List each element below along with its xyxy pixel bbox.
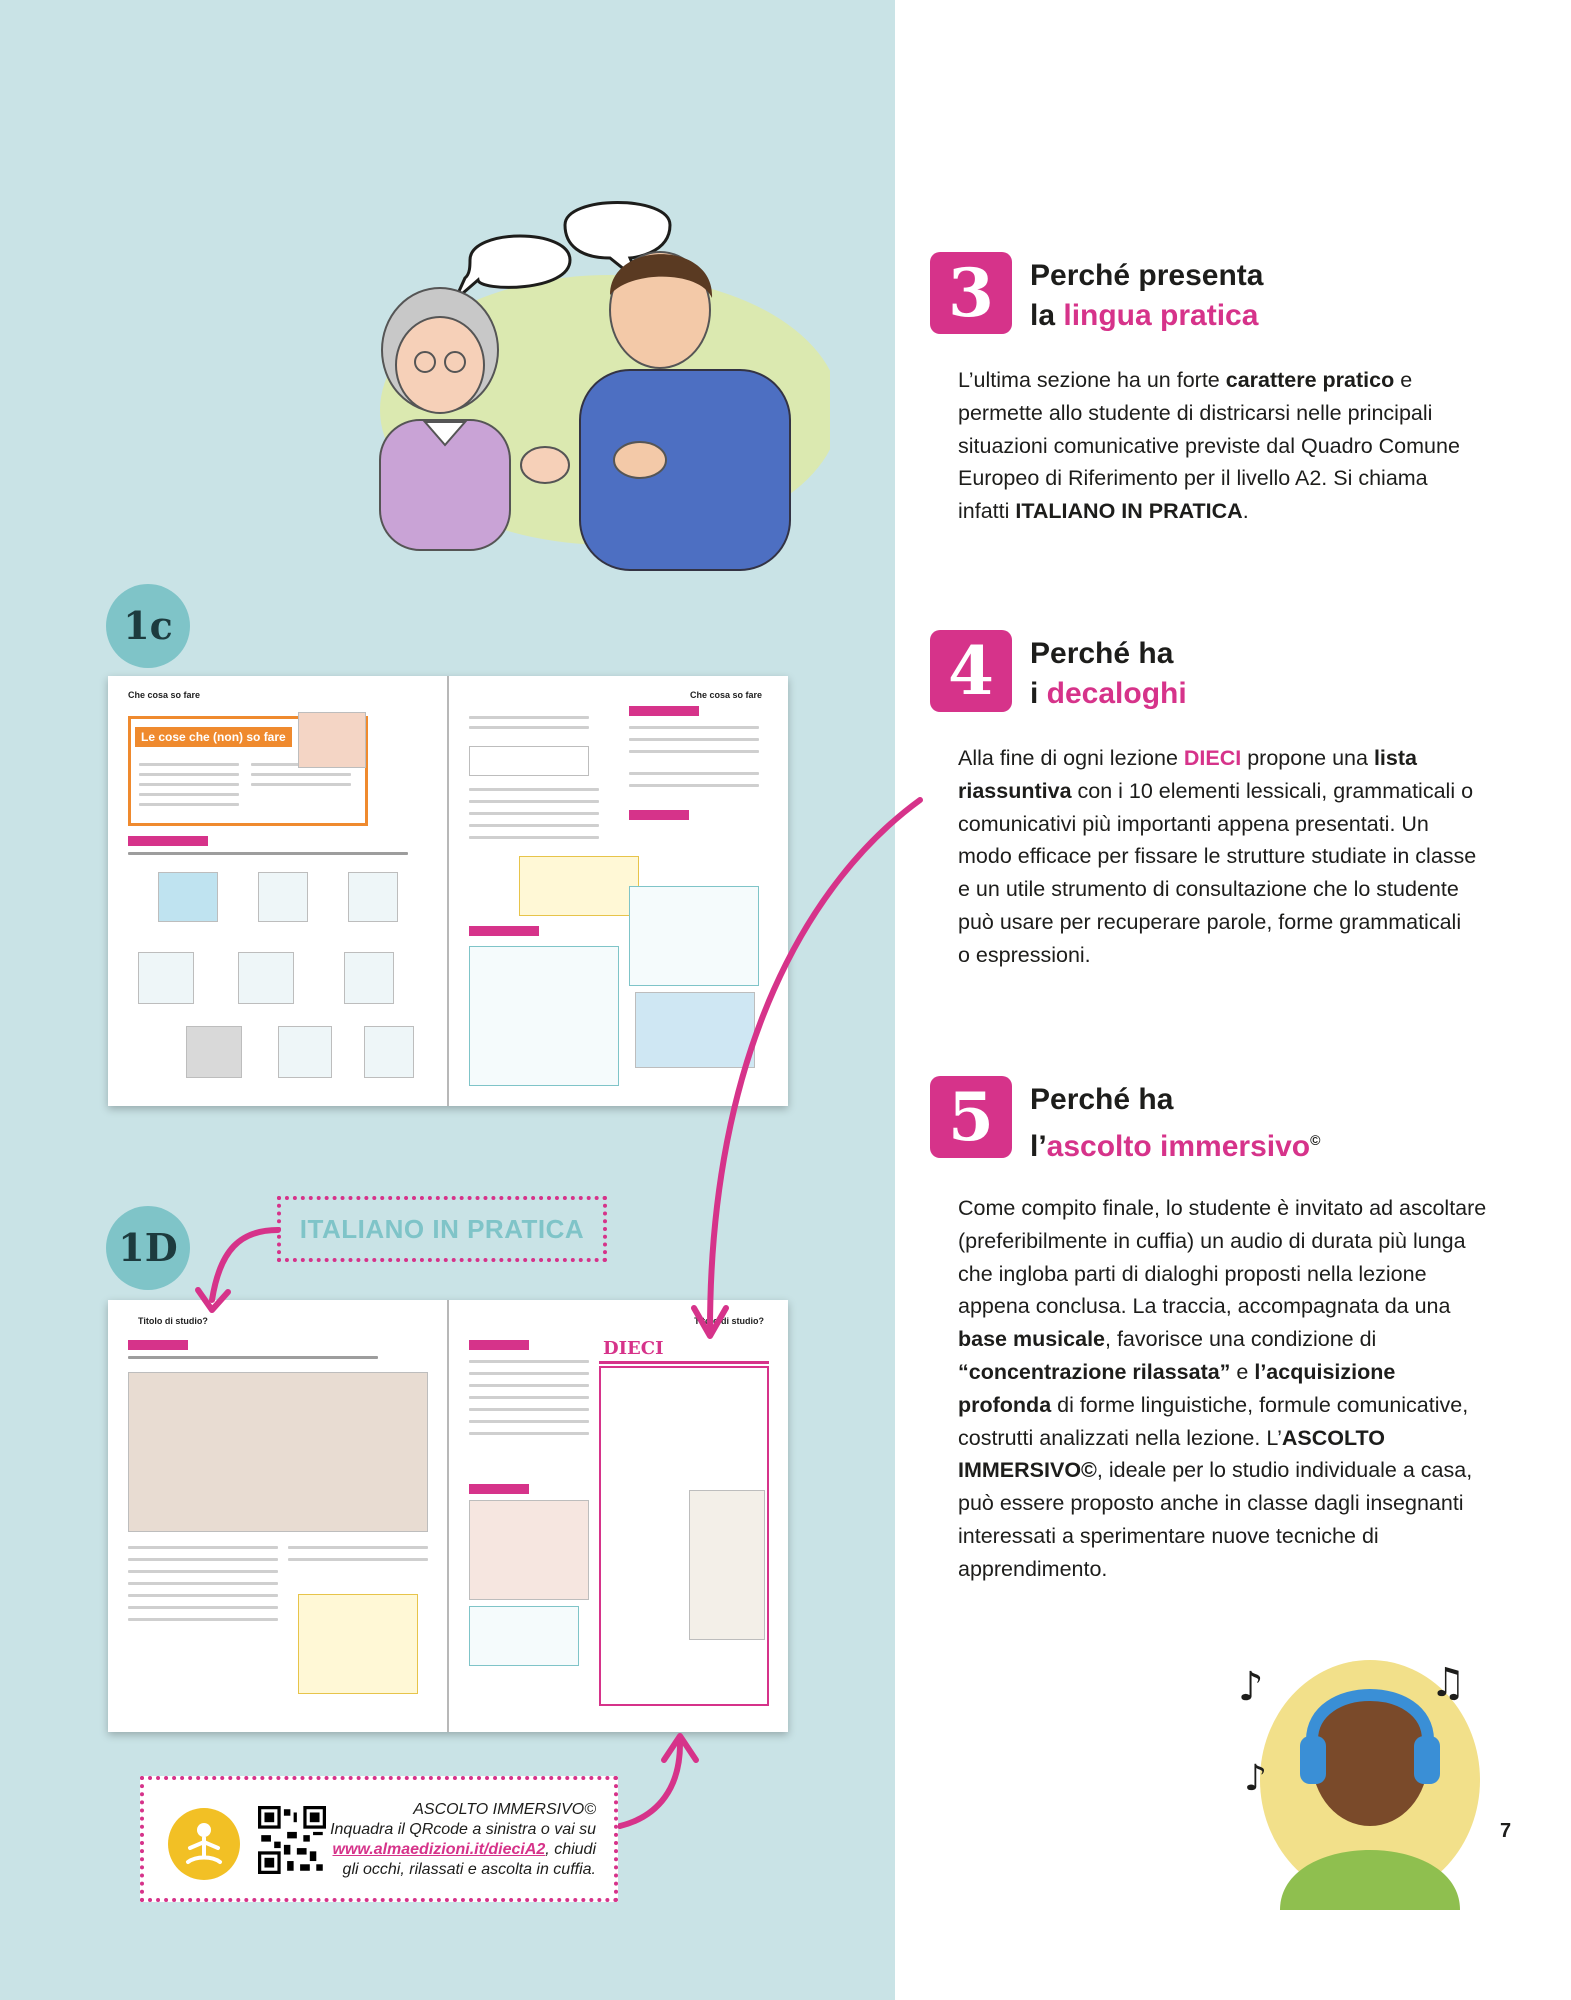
section-3-title xyxy=(1030,256,1263,336)
body-run: L’ultima sezione ha un forte xyxy=(958,368,1226,392)
page-number: 7 xyxy=(1500,1820,1512,1842)
body-run: ASCOLTO IMMERSIVO© xyxy=(958,1425,1386,1483)
svg-text:♪: ♪ xyxy=(1238,1664,1264,1710)
body-run: e xyxy=(1230,1359,1255,1384)
spread-1d-left-page xyxy=(108,1300,448,1732)
listener-with-headphones-illustration xyxy=(1220,1640,1480,1910)
section-3 xyxy=(930,252,1490,572)
body-run: di forme linguistiche, formule comunicative, costrutti analizzati nella lezione. L’ xyxy=(958,1392,1469,1450)
body-run: propone una xyxy=(1241,746,1374,770)
arrow-to-1d xyxy=(190,1210,290,1320)
copyright-mark: © xyxy=(1310,1132,1321,1148)
section-3-title-highlight: lingua pratica xyxy=(1063,299,1259,332)
arrow-to-ascolto xyxy=(600,1726,720,1836)
body-run: Come compito finale, lo studente è invitato ad ascoltare (preferibilmente in cuffia) un audio di durata più lunga che ingloba parti di dialoghi proposti nella lezione appena conclusa. La traccia, accompagnata da una xyxy=(958,1196,1487,1319)
dieci-label: DIECI xyxy=(603,1338,664,1359)
spread-1d-right-page xyxy=(449,1300,788,1732)
body-run: Alla fine di ogni lezione xyxy=(958,746,1184,770)
section-5 xyxy=(930,1076,1490,1716)
spread-1d-right-header: Titolo di studio? xyxy=(694,1316,764,1326)
body-run: . xyxy=(1242,499,1249,524)
section-4-title-highlight: decaloghi xyxy=(1046,677,1187,710)
lesson-badge-1c: 1c xyxy=(106,584,190,668)
section-number-4: 4 xyxy=(930,630,1012,712)
section-3-body xyxy=(958,364,1478,528)
italiano-in-pratica-label: ITALIANO IN PRATICA xyxy=(277,1196,607,1262)
body-run: , favorisce una condizione di xyxy=(1105,1327,1377,1352)
body-run: DIECI xyxy=(1183,746,1242,770)
spread-1c-left-page xyxy=(108,676,448,1106)
body-run: con i 10 elementi lessicali, grammaticali o comunicativi più importanti appena presentati. Un modo efficace per fissare le strutture studiate in classe e un utile strumento di consultazione che lo studente può usare per recuperare parole, forme grammaticali o espressioni. xyxy=(958,778,1477,967)
svg-text:♫: ♫ xyxy=(1430,1660,1466,1706)
section-4-title-line1: Perché ha xyxy=(1030,637,1174,670)
section-3-title-prefix: la xyxy=(1030,299,1064,332)
ascolto-line2: , chiudi xyxy=(545,1841,596,1858)
spread-1d-left-header: Titolo di studio? xyxy=(138,1316,208,1326)
body-run: e permette allo studente di districarsi nelle principali situazioni comunicative previste dal Quadro Comune Europeo di Riferimento per il livello A2. Si chiama infatti xyxy=(958,368,1460,524)
section-3-title-line1: Perché presenta xyxy=(1030,259,1264,292)
body-run: carattere pratico xyxy=(1225,368,1395,392)
lesson-badge-1d: 1D xyxy=(106,1206,190,1290)
section-number-5: 5 xyxy=(930,1076,1012,1158)
body-run: ITALIANO IN PRATICA xyxy=(1015,499,1243,524)
body-run: lista riassuntiva xyxy=(958,746,1417,803)
body-run: base musicale xyxy=(958,1327,1106,1352)
section-5-body xyxy=(958,1192,1488,1586)
body-run: , ideale per lo studio individuale a casa, può essere proposto anche in classe dagli insegnanti interessati a sperimentare nuove tecniche di apprendimento. xyxy=(958,1458,1473,1581)
book-spread-1c xyxy=(108,676,788,1106)
meditation-icon xyxy=(168,1808,240,1880)
section-5-title-line1: Perché ha xyxy=(1030,1083,1174,1116)
ascolto-instructions xyxy=(306,1800,596,1880)
ascolto-line1: Inquadra il QRcode a sinistra o vai su xyxy=(330,1821,596,1838)
can-do-box-title: Le cose che (non) so fare xyxy=(135,727,292,747)
spread-1c-left-header: Che cosa so fare xyxy=(128,690,201,700)
conversation-illustration xyxy=(330,200,830,590)
section-4-title-prefix: i xyxy=(1030,677,1047,710)
book-spread-1d xyxy=(108,1300,788,1732)
section-4-body xyxy=(958,742,1478,972)
section-4-title xyxy=(1030,634,1187,714)
almaedizioni-link[interactable]: www.almaedizioni.it/dieciA2 xyxy=(332,1841,546,1858)
section-4 xyxy=(930,630,1490,1030)
ascolto-immersivo-box[interactable] xyxy=(140,1776,618,1902)
spread-1c-right-header: Che cosa so fare xyxy=(689,690,762,700)
body-run: l’acquisizione profonda xyxy=(958,1359,1396,1417)
section-5-title-prefix: l’ xyxy=(1030,1130,1047,1163)
body-run: “concentrazione rilassata” xyxy=(958,1359,1231,1384)
job-interview-photo xyxy=(128,1372,428,1532)
arrow-to-dieci xyxy=(690,790,930,1350)
section-5-title-highlight: ascolto immersivo xyxy=(1046,1130,1311,1163)
section-5-title xyxy=(1030,1080,1320,1167)
section-number-3: 3 xyxy=(930,252,1012,334)
svg-text:♪: ♪ xyxy=(1244,1758,1267,1799)
ascolto-title: ASCOLTO IMMERSIVO© xyxy=(413,1801,596,1818)
ascolto-line3: gli occhi, rilassati e ascolta in cuffia. xyxy=(342,1861,596,1878)
